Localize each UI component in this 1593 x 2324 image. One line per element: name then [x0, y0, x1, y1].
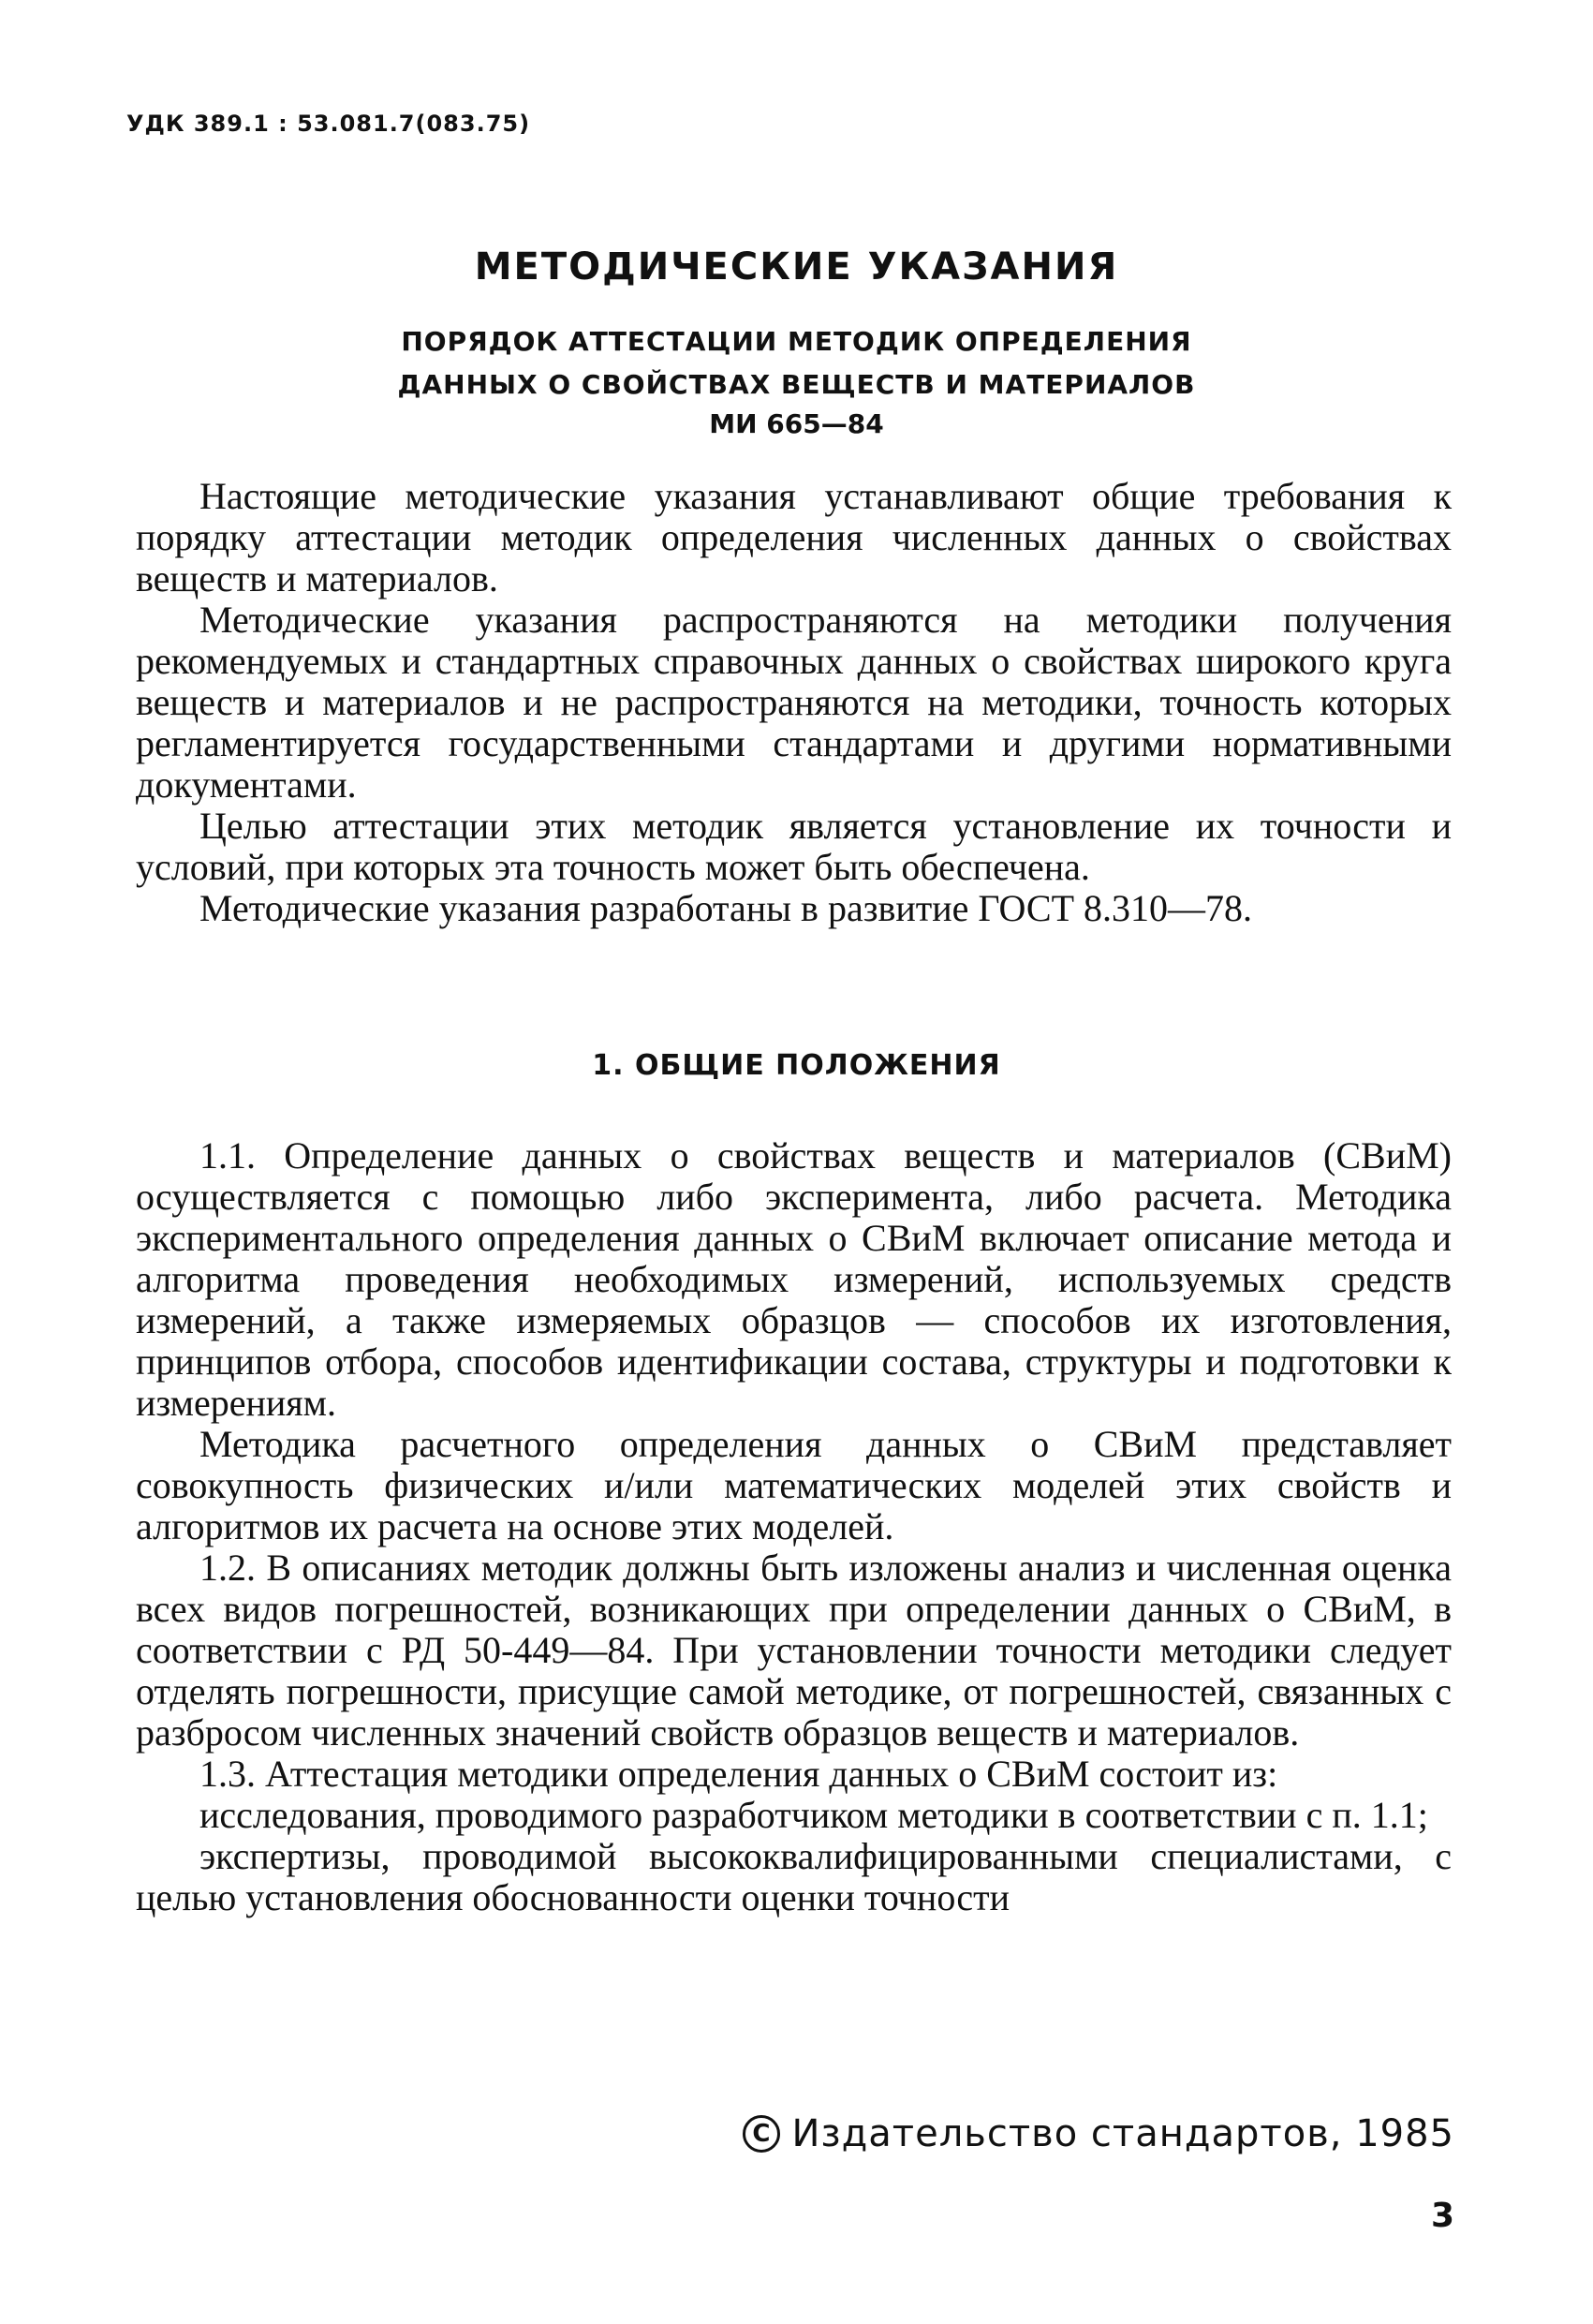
intro-paragraph: Целью аттестации этих методик является установление их точности и условий, при которых эта точность может быть обеспечена. [136, 805, 1452, 888]
section-paragraph: 1.3. Аттестация методики определения данных о СВиМ состоит из: [199, 1753, 1278, 1795]
subtitle-line-1: ПОРЯДОК АТТЕСТАЦИИ МЕТОДИК ОПРЕДЕЛЕНИЯ [401, 326, 1192, 357]
section-text [136, 1135, 1452, 1918]
section-paragraph: 1.1. Определение данных о свойствах веществ и материалов (СВиМ) осуществляется с помощью либо эксперимента, либо расчета. Методика экспериментального определения данных о СВиМ включает описание метода и алгоритма проведения необходимых измерений, используемых средств измерений, а также измеряемых образцов — способов их изготовления, принципов отбора, способов идентификации состава, структуры и подготовки к измерениям. [136, 1134, 1452, 1424]
section-paragraph: исследования, проводимого разработчиком методики в соответствии с п. 1.1; [199, 1794, 1428, 1836]
udk-code: УДК 389.1 : 53.081.7(083.75) [126, 111, 531, 137]
section-paragraph: 1.2. В описаниях методик должны быть изложены анализ и численная оценка всех видов погрешностей, возникающих при определении данных о СВиМ, в соответствии с РД 50-449—84. При установлении точности методики следует отделять погрешности, присущие самой методике, от погрешностей, связанных с разбросом численных значений свойств образцов веществ и материалов. [136, 1547, 1452, 1754]
intro-text [136, 476, 1452, 929]
section-paragraph: Методика расчетного определения данных о СВиМ представляет совокупность физических и/или математических моделей этих свойств и алгоритмов их расчета на основе этих моделей. [136, 1423, 1452, 1547]
intro-paragraph: Методические указания разработаны в развитие ГОСТ 8.310—78. [199, 887, 1253, 929]
intro-paragraph: Настоящие методические указания устанавливают общие требования к порядку аттестации методик определения численных данных о свойствах веществ и материалов. [136, 475, 1452, 600]
copyright-text: Издательство стандартов, 1985 [791, 2112, 1454, 2155]
copyright-line [743, 2112, 1454, 2155]
document-title: МЕТОДИЧЕСКИЕ УКАЗАНИЯ [474, 245, 1119, 289]
page-number: 3 [1430, 2197, 1454, 2235]
copyright-icon: C [743, 2115, 780, 2153]
section-paragraph: экспертизы, проводимой высококвалифицированными специалистами, с целью установления обоснованности оценки точности [136, 1835, 1452, 1918]
subtitle-line-2: ДАННЫХ О СВОЙСТВАХ ВЕЩЕСТВ И МАТЕРИАЛОВ [397, 369, 1196, 400]
document-number: МИ 665—84 [709, 408, 884, 439]
section-heading: 1. ОБЩИЕ ПОЛОЖЕНИЯ [592, 1049, 1001, 1082]
intro-paragraph: Методические указания распространяются на методики получения рекомендуемых и стандартных справочных данных о свойствах широкого круга веществ и материалов и не распространяются на методики, точность которых регламентируется государственными стандартами и другими нормативными документами. [136, 599, 1452, 806]
